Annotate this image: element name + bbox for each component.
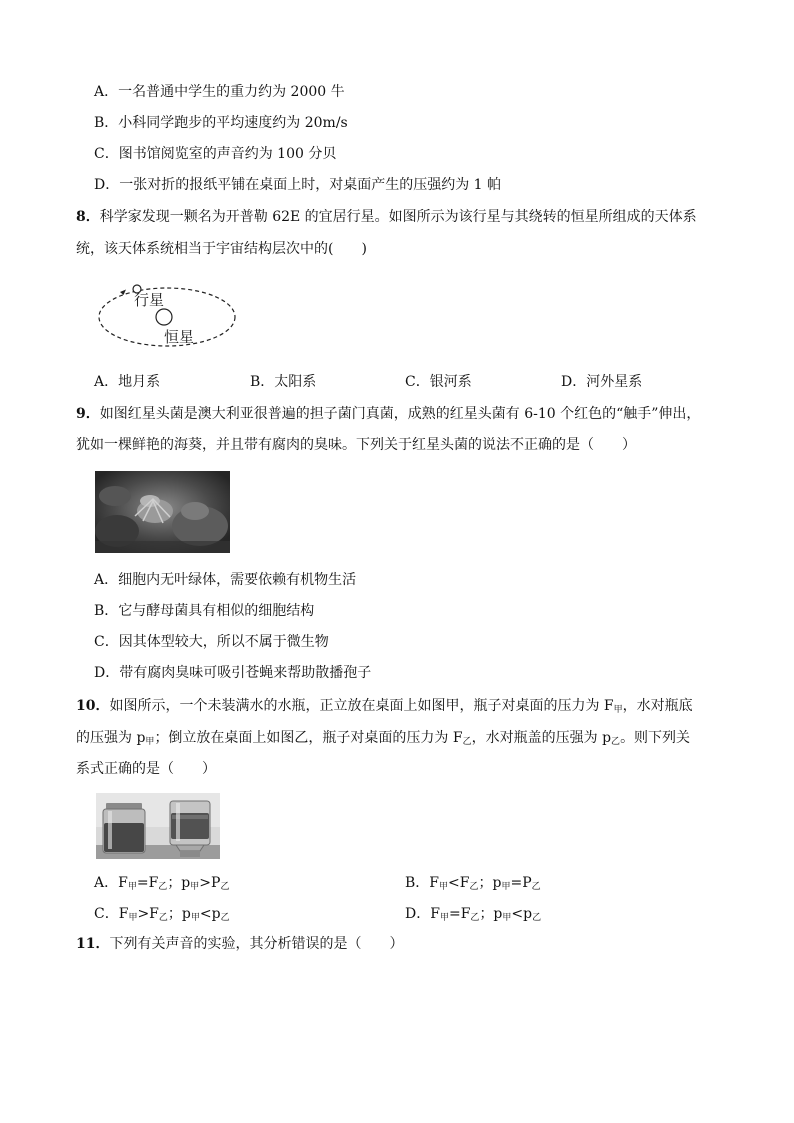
q9-option-d: D．带有腐肉臭味可吸引苍蝇来帮助散播孢子 [94,665,372,681]
q10-sub-yi: 乙 [220,882,230,892]
q10-b-label: B．F [405,875,440,891]
red-star-fungus-photo [95,471,230,553]
q10-sub-jia: 甲 [439,882,449,892]
q10-option-c [94,904,230,928]
q10-d-label: D．F [405,906,440,922]
q10-text-2a: 的压强为 p [76,730,146,746]
q10-stem-line1 [76,696,693,720]
q10-c-rel1: >F [137,906,159,922]
q10-sub-jia: 甲 [439,913,449,923]
q10-b-sep: ；p [478,875,502,891]
q7-option-d: D．一张对折的报纸平铺在桌面上时，对桌面产生的压强约为 1 帕 [94,177,502,193]
q8-text-line1: 科学家发现一颗名为开普勒 62E 的宜居行星。如图所示为该行星与其绕转的恒星所组成的天体系 [99,209,697,225]
q10-sub-yi: 乙 [158,913,168,923]
q10-sub-yi: 乙 [470,913,480,923]
q8-option-d: D．河外星系 [561,374,643,390]
q7-option-b: B．小科同学跑步的平均速度约为 20m/s [94,115,348,131]
q10-sub-jia: 甲 [502,913,512,923]
q10-sub-yi: 乙 [220,913,230,923]
q9-number: 9． [76,406,100,422]
q10-option-b [405,873,541,897]
q10-d-sep: ；p [479,906,503,922]
q9-option-b: B．它与酵母菌具有相似的细胞结构 [94,603,315,619]
star-label: 恒星 [164,328,195,346]
planet-label: 行星 [134,291,165,309]
q10-option-a [94,873,229,897]
orbit-arrow-icon [120,290,126,296]
q11-number: 11． [76,936,110,952]
q10-sub-jia: 甲 [127,882,137,892]
q8-number: 8． [76,209,100,225]
water-bottles-photo [96,793,220,859]
q10-sub-jia: 甲 [190,882,200,892]
q10-sub-yi: 乙 [469,882,479,892]
q10-c-sep: ；p [167,906,191,922]
q10-a-label: A．F [94,875,128,891]
q8-text-line2: 统，该天体系统相当于宇宙结构层次中的( ) [76,241,367,257]
q10-sub-jia: 甲 [128,913,138,923]
q10-c-rel2: <p [199,906,221,922]
q10-a-rel1: =F [136,875,159,891]
q9-option-a: A．细胞内无叶绿体，需要依赖有机物生活 [94,572,357,588]
q8-option-b: B．太阳系 [250,374,317,390]
q10-sub-yi: 乙 [532,913,542,923]
q10-sub-yi: 乙 [611,737,621,747]
q11-stem [76,934,403,954]
q10-a-sep: ；p [167,875,191,891]
q10-text-2b: ；倒立放在桌面上如图乙，瓶子对桌面的压力为 F [154,730,463,746]
q10-text-1b: ，水对瓶底 [622,698,693,714]
q9-stem-line1 [76,404,700,424]
q10-number: 10． [76,698,110,714]
q10-sub-yi: 乙 [531,882,541,892]
q10-c-label: C．F [94,906,129,922]
q8-option-c: C．银河系 [405,374,472,390]
q7-option-c: C．图书馆阅览室的声音约为 100 分贝 [94,146,337,162]
q10-sub-jia: 甲 [501,882,511,892]
star-circle [156,309,172,325]
q9-text-line2: 犹如一棵鲜艳的海葵，并且带有腐肉的臭味。下列关于红星头菌的说法不正确的是（ ） [76,437,636,453]
q10-sub-yi: 乙 [462,737,472,747]
q10-a-rel2: >P [199,875,221,891]
q10-sub-jia: 甲 [613,705,623,715]
q11-text: 下列有关声音的实验，其分析错误的是（ ） [109,936,404,952]
q8-option-a: A．地月系 [94,374,161,390]
star-planet-orbit-diagram [94,280,244,352]
q10-sub-jia: 甲 [190,913,200,923]
q10-sub-jia: 甲 [145,737,155,747]
q8-stem-line1 [76,207,697,227]
q10-d-rel1: =F [448,906,471,922]
q10-stem-line2 [76,728,690,752]
q7-option-a: A．一名普通中学生的重力约为 2000 牛 [94,84,345,100]
q10-b-rel1: <F [448,875,470,891]
q9-option-c: C．因其体型较大，所以不属于微生物 [94,634,329,650]
q10-d-rel2: <p [511,906,533,922]
q10-text-2c: ，水对瓶盖的压强为 p [471,730,612,746]
q10-sub-yi: 乙 [158,882,168,892]
q10-text-2d: 。则下列关 [620,730,691,746]
q10-text-line3: 系式正确的是（ ） [76,761,216,777]
q9-text-line1: 如图红星头菌是澳大利亚很普遍的担子菌门真菌，成熟的红星头菌有 6-10 个红色的“触手”伸出， [99,406,701,422]
q10-b-rel2: =P [510,875,532,891]
q10-text-1a: 如图所示，一个未装满水的水瓶，正立放在桌面上如图甲，瓶子对桌面的压力为 F [109,698,614,714]
q10-option-d [405,904,541,928]
